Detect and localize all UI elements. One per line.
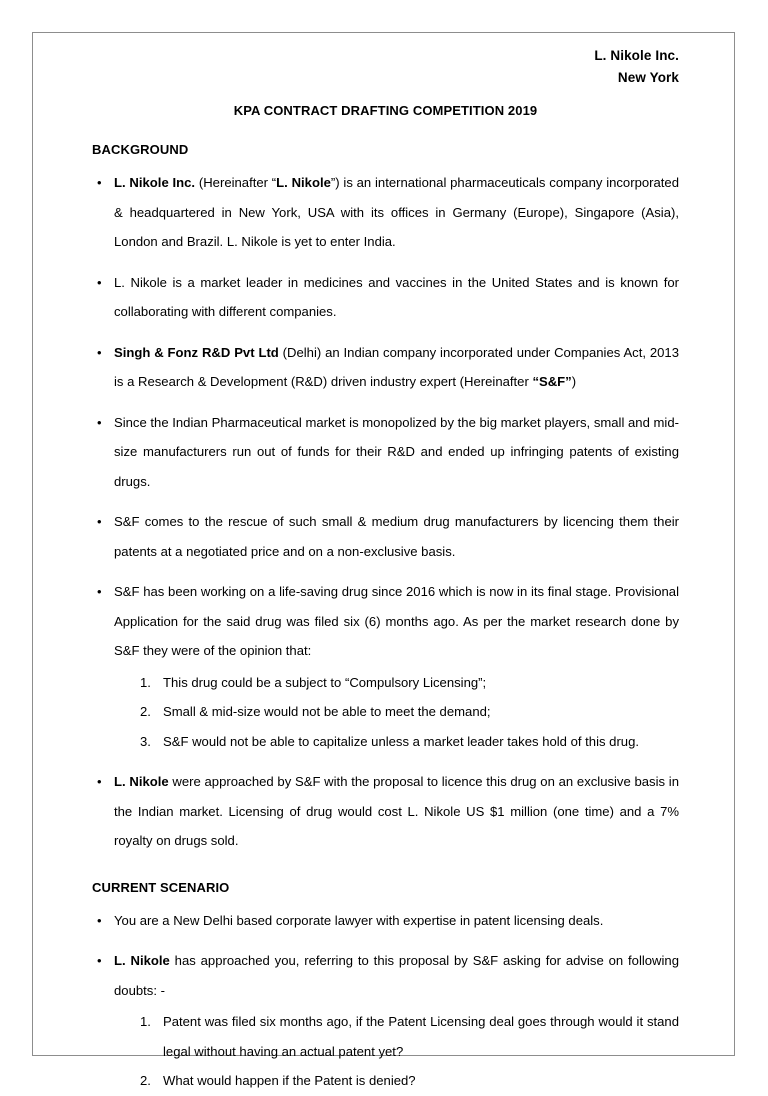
- emphasis-text: L. Nikole: [114, 953, 170, 968]
- list-item: [92, 268, 679, 327]
- numbered-list-item: [114, 668, 679, 698]
- body-text: S&F has been working on a life-saving drug since 2016 which is now in its final stage. Provisional Application for the said drug was filed six (6) months ago. As per the market research done by S&F they were of the opinion that:: [114, 584, 679, 658]
- list-item-text: Patent was filed six months ago, if the Patent Licensing deal goes through would it stand legal without having an actual patent yet?: [163, 1014, 679, 1059]
- sections-container: [92, 142, 679, 1096]
- letterhead-city: New York: [617, 70, 679, 85]
- list-item-number: 2.: [140, 704, 151, 719]
- list-item-number: 1.: [140, 674, 151, 690]
- list-item: [92, 946, 679, 1096]
- body-text: were approached by S&F with the proposal to licence this drug on an exclusive basis in the Indian market. Licensing of drug would cost L. Nikole US $1 million (one time) and a 7% royalty on drugs sold.: [114, 774, 679, 848]
- list-item: [92, 507, 679, 566]
- list-item: [92, 408, 679, 497]
- document-title: KPA CONTRACT DRAFTING COMPETITION 2019: [233, 103, 538, 118]
- list-item-text: This drug could be a subject to “Compulsory Licensing”;: [163, 674, 487, 690]
- numbered-list-item: [114, 697, 679, 727]
- numbered-list-item: [114, 1007, 679, 1066]
- bullet-list: [92, 168, 679, 856]
- letterhead: [92, 45, 679, 89]
- list-item: [92, 767, 679, 856]
- list-item: [92, 168, 679, 257]
- list-item: [92, 338, 679, 397]
- body-text: has approached you, referring to this proposal by S&F asking for advise on following doubts: -: [114, 953, 679, 998]
- body-text: (Hereinafter “: [195, 175, 277, 190]
- emphasis-text: L. Nikole: [276, 175, 331, 190]
- body-text: Since the Indian Pharmaceutical market is monopolized by the big market players, small and mid-size manufacturers run out of funds for their R&D and ended up infringing patents of existing drugs.: [114, 414, 679, 489]
- numbered-list-item: [114, 727, 679, 757]
- body-text: L. Nikole is a market leader in medicines and vaccines in the United States and is known for collaborating with different companies.: [114, 274, 679, 319]
- list-item-text: What would happen if the Patent is denied?: [163, 1073, 416, 1088]
- list-item: [92, 906, 679, 936]
- list-item-number: 1.: [140, 1014, 151, 1029]
- list-item-text: Small & mid-size would not be able to meet the demand;: [163, 704, 491, 719]
- letterhead-company: L. Nikole Inc.: [594, 48, 679, 63]
- numbered-sublist: [114, 1007, 679, 1096]
- numbered-sublist: [114, 668, 679, 757]
- body-text: You are a New Delhi based corporate lawyer with expertise in patent licensing deals.: [114, 912, 604, 928]
- body-text: ”) is an international pharmaceuticals company incorporated & headquartered in New York, USA with its offices in Germany (Europe), Singapore (Asia), London and Brazil. L. Nikole is yet to enter India.: [114, 175, 679, 249]
- list-item-text: S&F would not be able to capitalize unless a market leader takes hold of this drug.: [163, 733, 640, 749]
- bullet-list: [92, 906, 679, 1096]
- list-item-number: 2.: [140, 1073, 151, 1088]
- numbered-list-item: [114, 1066, 679, 1096]
- emphasis-text: Singh & Fonz R&D Pvt Ltd: [114, 344, 279, 360]
- list-item-number: 3.: [140, 733, 151, 749]
- emphasis-text: “S&F”: [532, 374, 572, 389]
- body-text: ): [571, 374, 577, 389]
- section-heading: BACKGROUND: [92, 142, 189, 157]
- document-content: [92, 45, 679, 1096]
- body-text: (Delhi) an Indian company incorporated under Companies Act, 2013 is a Research & Development (R&D) driven industry expert (Hereinafter: [114, 344, 679, 389]
- section-heading: CURRENT SCENARIO: [92, 879, 230, 895]
- document-page: [32, 32, 735, 1088]
- emphasis-text: L. Nikole: [114, 774, 169, 789]
- body-text: S&F comes to the rescue of such small & medium drug manufacturers by licencing them their patents at a negotiated price and on a non-exclusive basis.: [114, 514, 679, 559]
- emphasis-text: L. Nikole Inc.: [114, 175, 196, 190]
- list-item: [92, 577, 679, 756]
